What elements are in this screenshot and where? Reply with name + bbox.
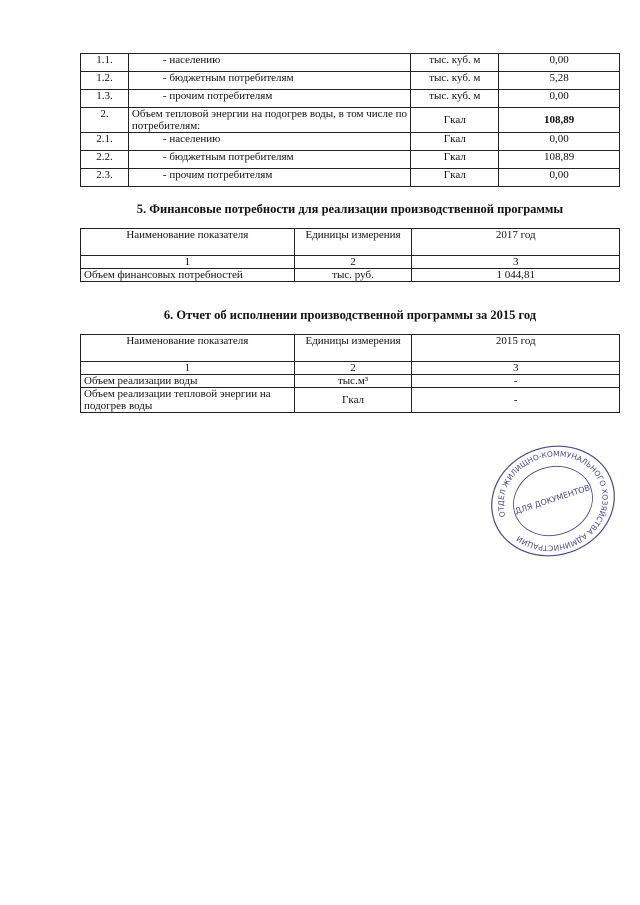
section-6-title: 6. Отчет об исполнении производственной программы за 2015 год	[163, 308, 537, 322]
table-row	[81, 151, 620, 169]
table-row	[81, 388, 620, 413]
header-cell: Наименование показателя	[81, 335, 295, 362]
row-name: - бюджетным потребителям	[128, 151, 410, 169]
row-name: Объем финансовых потребностей	[81, 269, 295, 282]
row-name: Объем реализации тепловой энергии на подогрев воды	[81, 388, 295, 413]
row-unit: тыс.м³	[294, 375, 412, 388]
row-name: - бюджетным потребителям	[128, 72, 410, 90]
row-number: 2.1.	[81, 133, 129, 151]
table-row	[81, 108, 620, 133]
row-unit: тыс. руб.	[294, 269, 412, 282]
execution-report-table	[80, 334, 620, 413]
table-row	[81, 169, 620, 187]
row-number: 2.	[81, 108, 129, 133]
row-value: 108,89	[499, 108, 620, 133]
header-cell: Единицы измерения	[294, 335, 412, 362]
row-name: - прочим потребителям	[128, 169, 410, 187]
header-row	[81, 335, 620, 362]
row-unit: тыс. куб. м	[411, 72, 499, 90]
row-number: 1.3.	[81, 90, 129, 108]
row-value: 0,00	[499, 133, 620, 151]
official-stamp-icon	[478, 442, 628, 560]
stamp-center-text: ДЛЯ ДОКУМЕНТОВ	[513, 483, 592, 516]
row-unit: Гкал	[411, 108, 499, 133]
row-name: - населению	[128, 133, 410, 151]
number-row	[81, 256, 620, 269]
row-name: Объем тепловой энергии на подогрев воды, в том числе по потребителям:	[128, 108, 410, 133]
number-cell: 2	[294, 256, 412, 269]
table-row	[81, 54, 620, 72]
header-cell: 2015 год	[412, 335, 620, 362]
number-cell: 3	[412, 362, 620, 375]
table-row	[81, 133, 620, 151]
row-value: -	[412, 375, 620, 388]
row-name: - населению	[128, 54, 410, 72]
number-cell: 3	[412, 256, 620, 269]
row-unit: Гкал	[411, 169, 499, 187]
row-unit: Гкал	[411, 151, 499, 169]
row-name: - прочим потребителям	[128, 90, 410, 108]
header-cell: 2017 год	[412, 229, 620, 256]
row-value: 108,89	[499, 151, 620, 169]
number-cell: 1	[81, 256, 295, 269]
table-row	[81, 269, 620, 282]
number-cell: 1	[81, 362, 295, 375]
section-5-title: 5. Финансовые потребности для реализации производственной программы	[136, 202, 564, 216]
row-value: 0,00	[499, 90, 620, 108]
row-unit: Гкал	[411, 133, 499, 151]
number-row	[81, 362, 620, 375]
row-value: 0,00	[499, 169, 620, 187]
row-unit: тыс. куб. м	[411, 90, 499, 108]
row-number: 2.3.	[81, 169, 129, 187]
table-row	[81, 90, 620, 108]
financial-needs-table	[80, 228, 620, 282]
row-name: Объем реализации воды	[81, 375, 295, 388]
number-cell: 2	[294, 362, 412, 375]
header-cell: Наименование показателя	[81, 229, 295, 256]
row-number: 1.1.	[81, 54, 129, 72]
row-unit: Гкал	[294, 388, 412, 413]
row-value: -	[412, 388, 620, 413]
header-cell: Единицы измерения	[294, 229, 412, 256]
row-value: 1 044,81	[412, 269, 620, 282]
row-number: 2.2.	[81, 151, 129, 169]
row-value: 0,00	[499, 54, 620, 72]
table-row	[81, 72, 620, 90]
stamp-ellipse	[478, 442, 628, 560]
row-unit: тыс. куб. м	[411, 54, 499, 72]
row-number: 1.2.	[81, 72, 129, 90]
stamp-ring-text: ОТДЕЛ ЖИЛИЩНО-КОММУНАЛЬНОГО ХОЗЯЙСТВА АДМИНИСТРАЦИИ	[496, 449, 610, 553]
table-row	[81, 375, 620, 388]
header-row	[81, 229, 620, 256]
row-value: 5,28	[499, 72, 620, 90]
consumption-table	[80, 53, 620, 187]
